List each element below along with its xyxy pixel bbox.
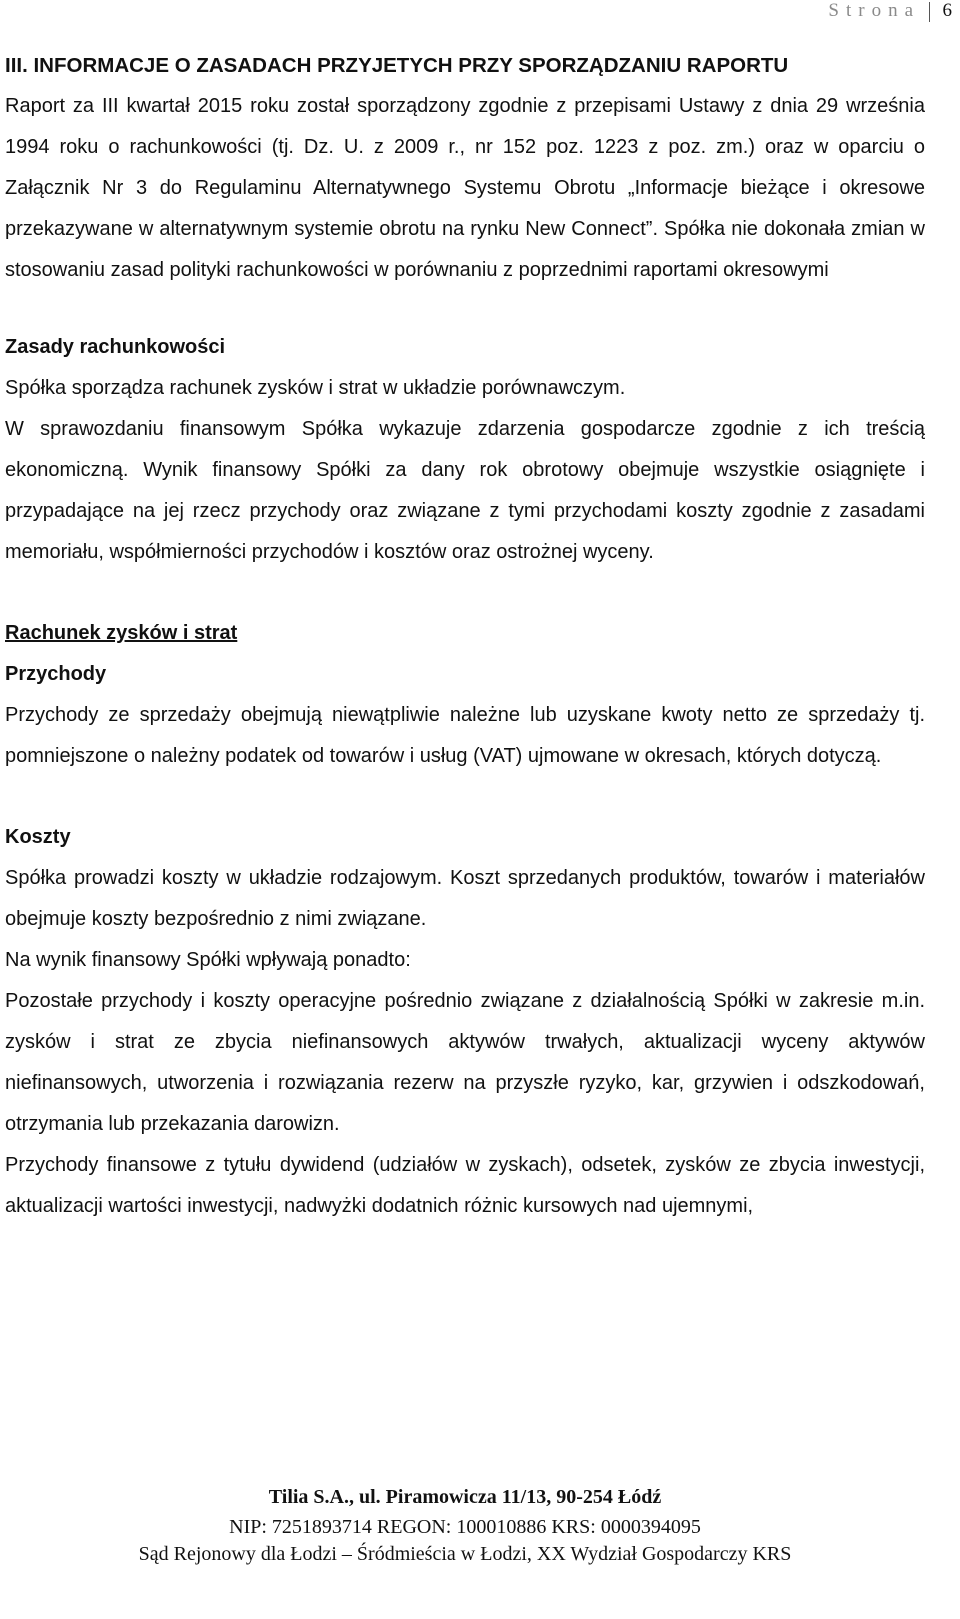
spacer bbox=[5, 291, 925, 327]
accounting-paragraph-1: Spółka sporządza rachunek zysków i strat w układzie porównawczym. bbox=[5, 377, 626, 399]
page-header bbox=[0, 0, 960, 24]
accounting-paragraph-2: W sprawozdaniu finansowym Spółka wykazuje zdarzenia gospodarcze zgodnie z ich treścią ekonomiczną. Wynik finansowy Spółki za dany rok obrotowy obejmuje wszystkie osiągnięte i przypadające na jej rzecz przychody oraz związane z tymi przychodami koszty zgodnie z zasadami memoriału, współmierności przychodów i kosztów oraz ostrożnej wyceny. bbox=[5, 418, 925, 563]
costs-paragraph-2: Na wynik finansowy Spółki wpływają ponadto: bbox=[5, 949, 411, 971]
intro-paragraph: Raport za III kwartał 2015 roku został sporządzony zgodnie z przepisami Ustawy z dnia 29 września 1994 roku o rachunkowości (tj. Dz. U. z 2009 r., nr 152 poz. 1223 z poz. zm.) oraz w oparciu o Załącznik Nr 3 do Regulaminu Alternatywnego Systemu Obrotu „Informacje bieżące i okresowe przekazywane w alternatywnym systemie obrotu na rynku New Connect”. Spółka nie dokonała zmian w stosowaniu zasad polityki rachunkowości w porównaniu z poprzednimi raportami okresowymi bbox=[5, 95, 925, 281]
page-footer bbox=[0, 1480, 930, 1568]
footer-court-registry: Sąd Rejonowy dla Łodzi – Śródmieścia w Łodzi, XX Wydział Gospodarczy KRS bbox=[138, 1543, 792, 1565]
spacer bbox=[5, 573, 925, 613]
costs-heading: Koszty bbox=[5, 826, 71, 848]
page-number: 6 bbox=[942, 0, 952, 21]
accounting-heading: Zasady rachunkowości bbox=[5, 336, 226, 358]
footer-registration-numbers: NIP: 7251893714 REGON: 100010886 KRS: 0000394095 bbox=[229, 1516, 701, 1538]
income-statement-heading: Rachunek zysków i strat bbox=[5, 622, 238, 644]
page-label: Strona bbox=[828, 0, 920, 21]
document-body bbox=[5, 46, 925, 1227]
costs-paragraph-1: Spółka prowadzi koszty w układzie rodzajowym. Koszt sprzedanych produktów, towarów i materiałów obejmuje koszty bezpośrednio z nimi związane. bbox=[5, 867, 925, 930]
section-title: III. INFORMACJE O ZASADACH PRZYJETYCH PRZY SPORZĄDZANIU RAPORTU bbox=[5, 54, 789, 77]
costs-paragraph-3: Pozostałe przychody i koszty operacyjne pośrednio związane z działalnością Spółki w zakresie m.in. zysków i strat ze zbycia niefinansowych aktywów trwałych, aktualizacji wyceny aktywów niefinansowych, utworzenia i rozwiązania rezerw na przyszłe ryzyko, kar, grzywien i odszkodowań, otrzymania lub przekazania darowizn. bbox=[5, 990, 925, 1135]
footer-company-address: Tilia S.A., ul. Piramowicza 11/13, 90-254 Łódź bbox=[268, 1486, 662, 1508]
spacer bbox=[5, 777, 925, 817]
costs-paragraph-4: Przychody finansowe z tytułu dywidend (udziałów w zyskach), odsetek, zysków ze zbycia inwestycji, aktualizacji wartości inwestycji, nadwyżki dodatnich różnic kursowych nad ujemnymi, bbox=[5, 1154, 925, 1217]
page-number-divider bbox=[929, 2, 930, 22]
revenue-paragraph: Przychody ze sprzedaży obejmują niewątpliwie należne lub uzyskane kwoty netto ze sprzedaży tj. pomniejszone o należny podatek od towarów i usług (VAT) ujmowane w okresach, których dotyczą. bbox=[5, 704, 925, 767]
revenue-heading: Przychody bbox=[5, 663, 107, 685]
